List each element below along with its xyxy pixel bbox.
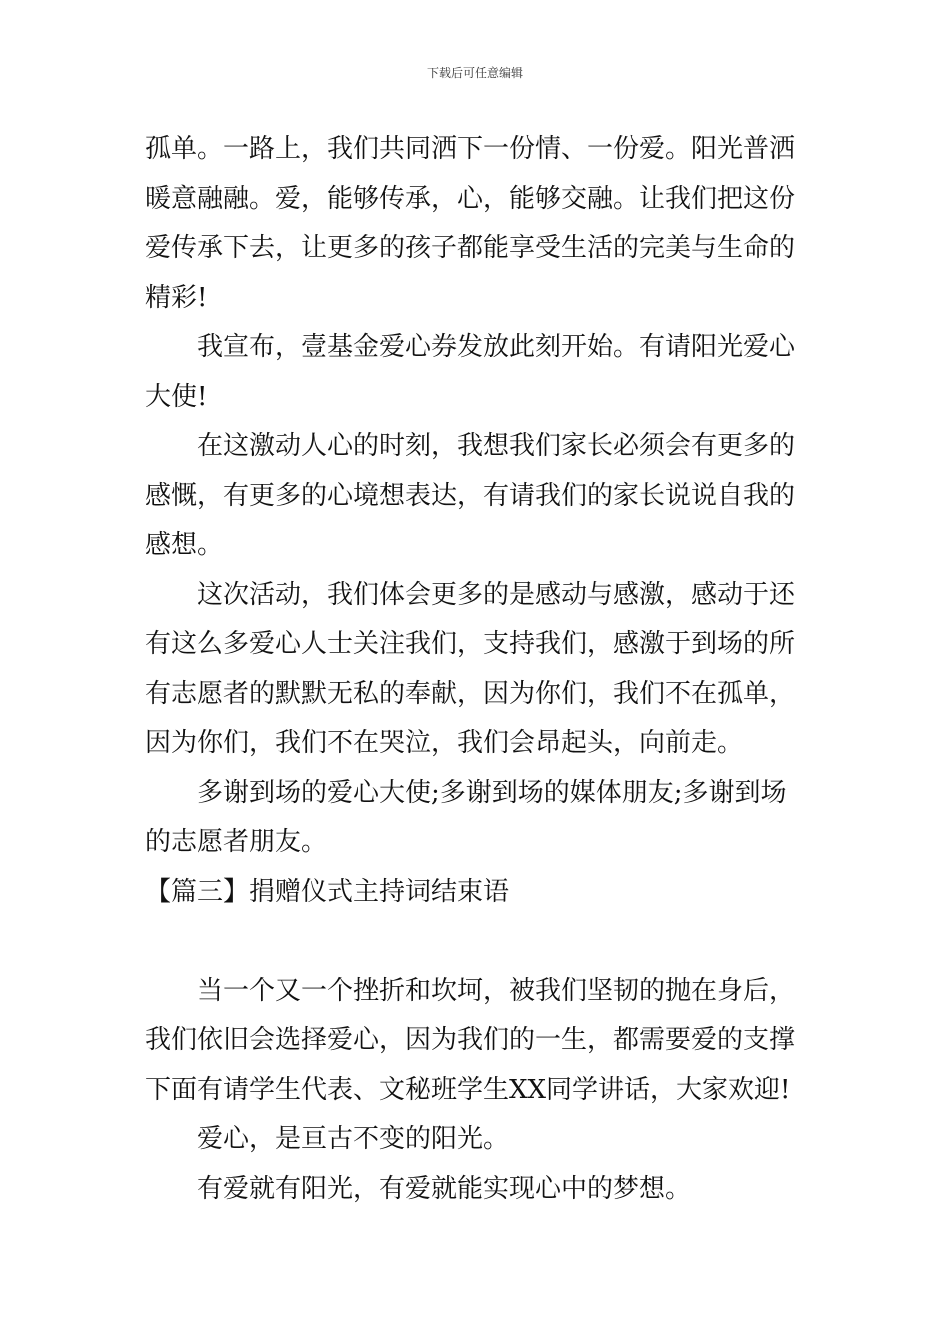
- page-header-note: 下载后可任意编辑: [426, 66, 523, 80]
- text-line: 的志愿者朋友。: [145, 827, 328, 857]
- text-line: 感慨，有更多的心境想表达，有请我们的家长说说自我的: [145, 480, 796, 511]
- paragraph-start: 这次活动，我们体会更多的是感动与感激，感动于还: [197, 579, 796, 610]
- text-line: 因为你们，我们不在哭泣，我们会昂起头，向前走。: [145, 728, 744, 758]
- text-line: 感想。: [145, 530, 224, 560]
- text-line: 我们依旧会选择爱心，因为我们的一生，都需要爱的支撑: [145, 1025, 796, 1055]
- text-line: 下面有请学生代表、文秘班学生XX同学讲话，大家欢迎!: [145, 1074, 791, 1105]
- text-line: 孤单。一路上，我们共同洒下一份情、一份爱。阳光普洒: [145, 134, 796, 164]
- paragraph-start: 爱心，是亘古不变的阳光。: [197, 1124, 510, 1154]
- blank-line: [145, 917, 810, 967]
- text-line: 暖意融融。爱，能够传承，心，能够交融。让我们把这份: [145, 183, 796, 214]
- paragraph-start: 有爱就有阳光，有爱就能实现心中的梦想。: [197, 1173, 692, 1204]
- paragraph-start: 在这激动人心的时刻，我想我们家长必须会有更多的: [197, 431, 796, 461]
- document-body: [145, 125, 810, 1214]
- paragraph-start: 当一个又一个挫折和坎坷，被我们坚韧的抛在身后，: [197, 975, 796, 1006]
- section-heading: 【篇三】捐赠仪式主持词结束语: [145, 876, 510, 907]
- text-line: 有志愿者的默默无私的奉献，因为你们，我们不在孤单，: [145, 678, 796, 709]
- text-line: 精彩!: [145, 282, 208, 313]
- text-line: 大使!: [145, 381, 208, 412]
- text-line: 有这么多爱心人士关注我们，支持我们，感激于到场的所: [145, 629, 796, 659]
- paragraph-start: 我宣布，壹基金爱心券发放此刻开始。有请阳光爱心: [197, 332, 796, 362]
- text-line: 爱传承下去，让更多的孩子都能享受生活的完美与生命的: [145, 233, 796, 263]
- paragraph-start: 多谢到场的爱心大使;多谢到场的媒体朋友;多谢到场: [197, 777, 787, 808]
